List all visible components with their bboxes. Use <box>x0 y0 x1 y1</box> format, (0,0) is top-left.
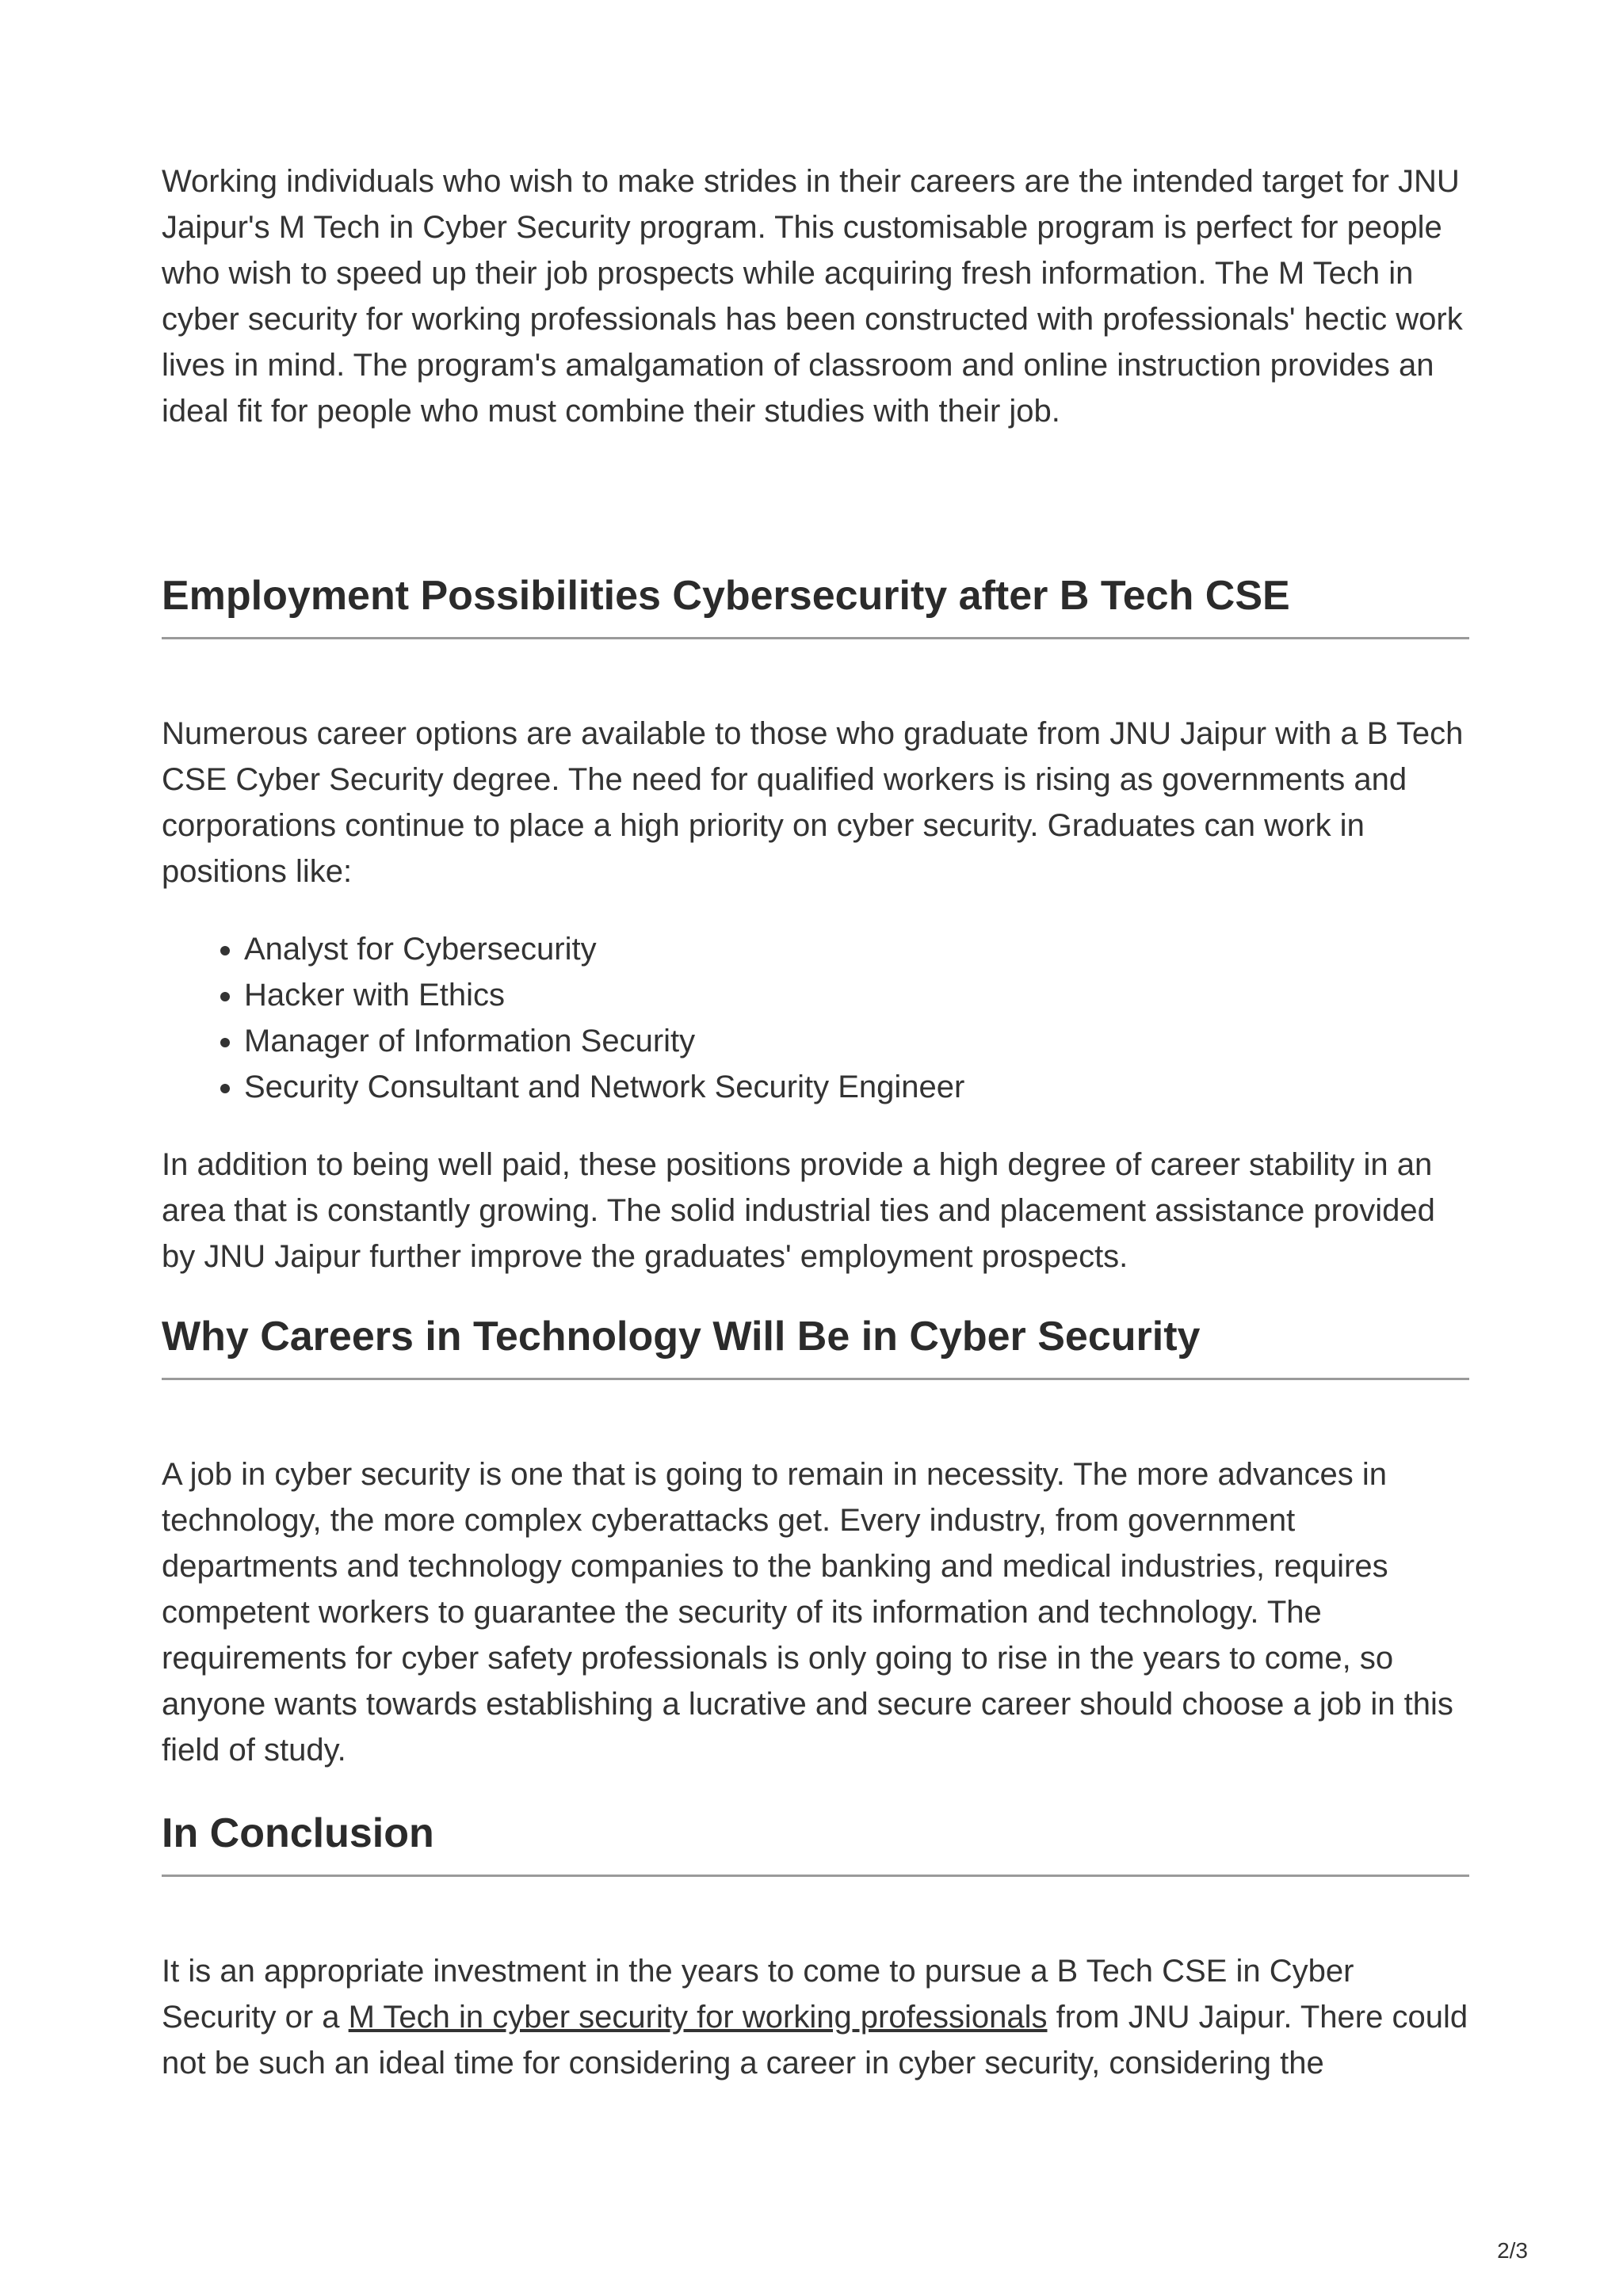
section-heading-why: Why Careers in Technology Will Be in Cyber Security <box>162 1311 1469 1380</box>
section-heading-conclusion: In Conclusion <box>162 1808 1469 1877</box>
list-item: • Security Consultant and Network Security Engineer <box>244 1064 1469 1110</box>
page-number: 2/3 <box>1497 2238 1528 2263</box>
m-tech-link[interactable]: M Tech in cyber security for working professionals <box>348 2000 1048 2035</box>
section-heading-employment: Employment Possibilities Cybersecurity after B Tech CSE <box>162 570 1469 639</box>
conclusion-paragraph <box>162 1948 1469 2086</box>
list-item: • Hacker with Ethics <box>244 972 1469 1018</box>
employment-paragraph-2: In addition to being well paid, these positions provide a high degree of career stability in an area that is constantly growing. The solid industrial ties and placement assistance provided by JNU Jaipur further improve the graduates' employment prospects. <box>162 1147 1435 1274</box>
roles-list <box>162 926 1469 1110</box>
why-paragraph: A job in cyber security is one that is going to remain in necessity. The more advances in technology, the more complex cyberattacks get. Every industry, from government departments and technology companies to the banking and medical industries, requires competent workers to guarantee the security of its information and technology. The requirements for cyber safety professionals is only going to rise in the years to come, so anyone wants towards establishing a lucrative and secure career should choose a job in this field of study. <box>162 1457 1453 1768</box>
conclusion-text-after: from JNU Jaipur. There could not be such an ideal time for considering a career in cyber security, considering the <box>162 2000 1468 2081</box>
conclusion-text-before: It is an appropriate investment in the years to come to pursue a B Tech CSE in Cyber Security or a <box>162 1954 1354 2035</box>
list-item: • Manager of Information Security <box>244 1018 1469 1064</box>
document-page <box>162 158 1469 2086</box>
intro-paragraph: Working individuals who wish to make strides in their careers are the intended target for JNU Jaipur's M Tech in Cyber Security program. This customisable program is perfect for people who wish to speed up their job prospects while acquiring fresh information. The M Tech in cyber security for working professionals has been constructed with professionals' hectic work lives in mind. The program's amalgamation of classroom and online instruction provides an ideal fit for people who must combine their studies with their job. <box>162 164 1463 429</box>
list-item: • Analyst for Cybersecurity <box>244 926 1469 972</box>
employment-paragraph: Numerous career options are available to those who graduate from JNU Jaipur with a B Tech CSE Cyber Security degree. The need for qualified workers is rising as governments and corporations continue to place a high priority on cyber security. Graduates can work in positions like: <box>162 716 1464 889</box>
